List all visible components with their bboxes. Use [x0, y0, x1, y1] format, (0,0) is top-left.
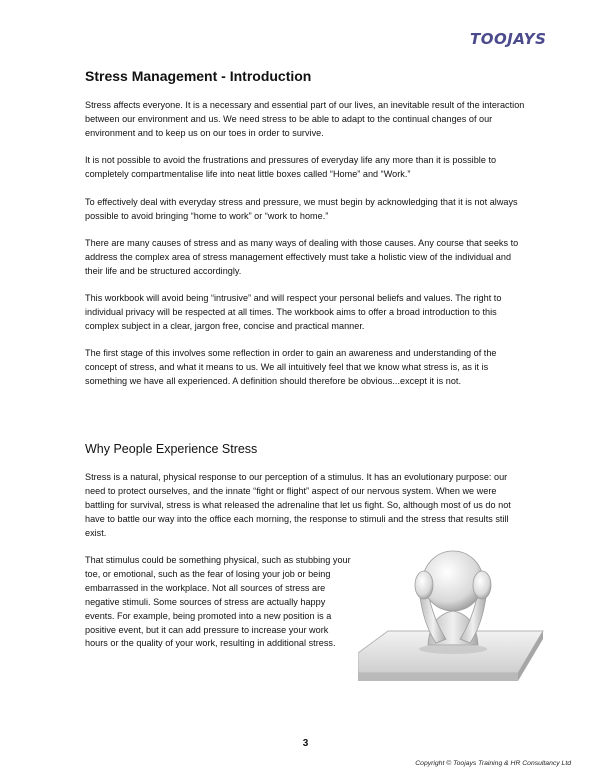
intro-paragraph-2: It is not possible to avoid the frustrations and pressures of everyday life any more than it is possible to completely compartmentalise life into neat little boxes called “Home” and “Work.”: [85, 155, 497, 179]
intro-paragraph-5: This workbook will avoid being “intrusive” and will respect your personal beliefs and values. The right to individual privacy will be respected at all times. The workbook aims to offer a broad introduction to this complex subject in a clear, jargon free, concise and practical manner.: [85, 293, 502, 331]
brand-logo: TOOJAYS: [470, 30, 547, 48]
section-heading: Why People Experience Stress: [85, 442, 258, 456]
intro-paragraph-3: To effectively deal with everyday stress and pressure, we must begin by acknowledging that it is not always possible to avoid bringing “home to work” or “work to home.”: [85, 197, 518, 221]
page-title: Stress Management - Introduction: [85, 68, 312, 84]
page-number: 3: [302, 738, 309, 749]
intro-paragraph-4: There are many causes of stress and as many ways of dealing with those causes. Any course that seeks to address the complex area of stress management effectively must take a holistic view of the individual and their life and be structured accordingly.: [85, 238, 519, 276]
stressed-figure-at-desk-illustration: [358, 545, 548, 693]
stress-paragraph-2: That stimulus could be something physical, such as stubbing your toe, or emotional, such as the fear of losing your job or being embarrassed in the workplace. Not all sources of stress are negative stimuli. Some sources of stress are actually happy events. For example, being promoted into a new position is a positive event, but it can add pressure to increase your work hours or the quality of your work, resulting in additional stress.: [85, 555, 351, 649]
intro-paragraph-1: Stress affects everyone. It is a necessary and essential part of our lives, an inevitable result of the interaction between our environment and us. We need stress to be able to adapt to the continual changes of our environment and to keep us on our toes in order to survive.: [85, 100, 525, 138]
intro-paragraph-6: The first stage of this involves some reflection in order to gain an awareness and understanding of the concept of stress, and what it means to us. We all intuitively feel that we know what stress is, as it is something we have all experienced. A definition should therefore be obvious...except it is not.: [85, 348, 497, 386]
copyright-notice: Copyright © Toojays Training & HR Consultancy Ltd: [415, 760, 571, 767]
stress-paragraph-1: Stress is a natural, physical response to our perception of a stimulus. It has an evolutionary purpose: our need to protect ourselves, and the innate “fight or flight” aspect of our nervous system. When we were battling for survival, stress is what released the adrenaline that let us fight. So, although most of us do not have to battle our way into the office each morning, the response to stimuli and the stress that results still exist.: [85, 472, 511, 538]
